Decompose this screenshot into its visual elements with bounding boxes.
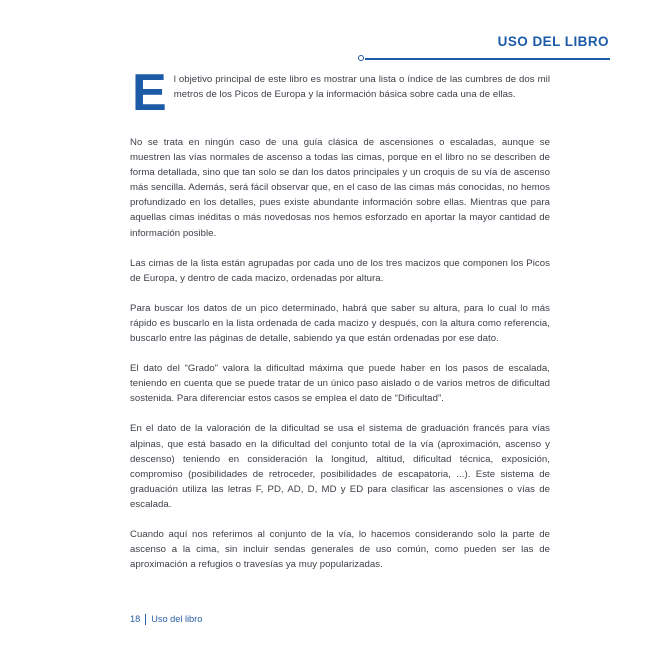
drop-cap-letter: E: [132, 64, 167, 122]
paragraph-4: Para buscar los datos de un pico determinado, habrá que saber su altura, para lo cual lo más rápido es buscarlo en la lista ordenada de cada macizo y después, con la altura como referencia, buscarlo entre las páginas de detalle, sabiendo ya que están ordenadas por ese dato.: [130, 302, 550, 345]
footer-separator-icon: [145, 614, 146, 625]
body-content: [130, 64, 550, 587]
header-rule-group: [358, 55, 610, 63]
paragraph-5: El dato del “Grado” valora la dificultad máxima que puede haber en los pasos de escalada, teniendo en cuenta que se puede tratar de un único paso aislado o de varios metros de dificultad sostenida. Para diferenciar estos casos se emplea el dato de “Dificultad”.: [130, 363, 550, 405]
paragraph-lead: [130, 64, 550, 122]
paragraph-3: Las cimas de la lista están agrupadas por cada uno de los tres macizos que componen los Picos de Europa, y dentro de cada macizo, ordenadas por altura.: [130, 257, 550, 284]
page-header: [130, 34, 630, 66]
paragraph-lead-text: l objetivo principal de este libro es mostrar una lista o índice de las cumbres de dos mil metros de los Picos de Europa y la información básica sobre cada una de ellas.: [173, 74, 550, 101]
header-divider-line: [365, 58, 610, 60]
circle-marker-icon: [358, 55, 364, 61]
page-footer: [130, 613, 202, 625]
footer-section-label: Uso del libro: [151, 614, 203, 624]
page-title: USO DEL LIBRO: [497, 34, 609, 49]
paragraph-2: No se trata en ningún caso de una guía clásica de ascensiones o escaladas, aunque se muestren las vías normales de ascenso a todas las cimas, porque en el libro no se describen de forma detallada, sino que tan solo se dan los datos principales y un croquis de su vía de ascenso más sencilla. Además, será fácil observar que, en el caso de las cimas más conocidas, no hemos profundizado en los detalles, pues existe abundante información sobre ellas. Mientras que para aquellas cimas inéditas o más novedosas nos hemos esforzado en aportar la mayor cantidad de información posible.: [130, 137, 550, 239]
footer-page-number: 18: [130, 614, 141, 624]
paragraph-7: Cuando aquí nos referimos al conjunto de la vía, lo hacemos considerando solo la parte de ascenso a la cima, sin incluir sendas generales de uso común, como pueden ser las de aproximación a refugios o travesías ya muy popularizadas.: [130, 528, 550, 571]
paragraph-6: En el dato de la valoración de la dificultad se usa el sistema de graduación francés para vías alpinas, que está basado en la dificultad del conjunto total de la vía (aproximación, ascenso y descenso) teniendo en consideración la longitud, altitud, dificultad técnica, exposición, compromiso (posibilidades de retroceder, posibilidades de escapatoria, ...). Este sistema de graduación utiliza las letras F, PD, AD, D, MD y ED para clasificar las ascensiones o vías de escalada.: [130, 423, 550, 510]
